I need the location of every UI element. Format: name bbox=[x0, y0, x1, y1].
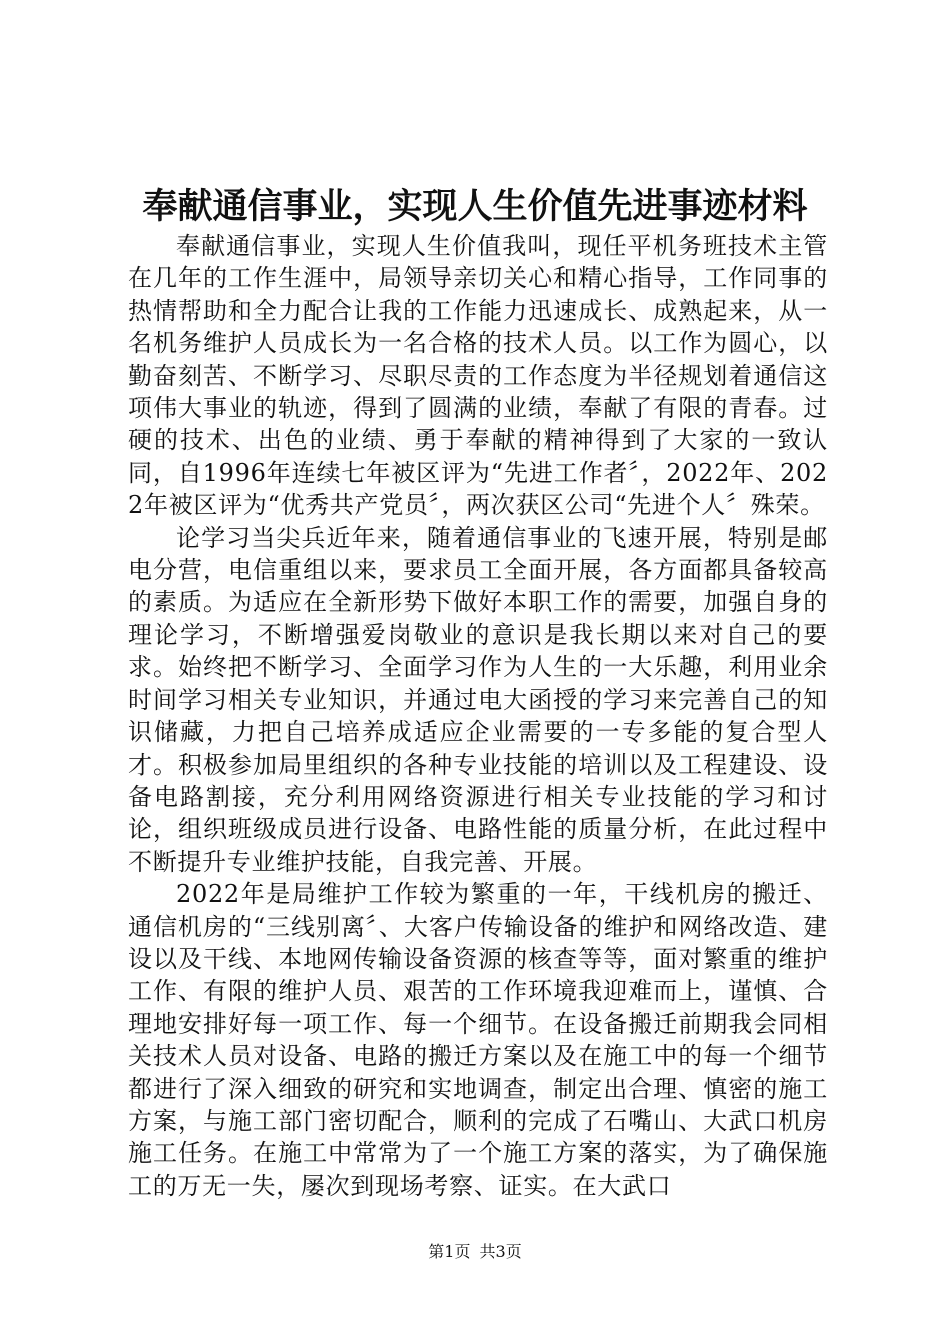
document-title: 奉献通信事业，实现人生价值先进事迹材料 bbox=[142, 186, 808, 227]
page-footer bbox=[0, 1240, 950, 1264]
paragraph-1: 奉献通信事业，实现人生价值我叫，现任平机务班技术主管在几年的工作生涯中，局领导亲切关心和精心指导，工作同事的热情帮助和全力配合让我的工作能力迅速成长、成熟起来，从一名机务维护人员成长为一名合格的技术人员。以工作为圆心，以勤奋刻苦、不断学习、尽职尽责的工作态度为半径规划着通信这项伟大事业的轨迹，得到了圆满的业绩，奉献了有限的青春。过硬的技术、出色的业绩、勇于奉献的精神得到了大家的一致认同，自1996年连续七年被区评为“先进工作者〞，2022年、2022年被区评为“优秀共产党员〞，两次获区公司“先进个人〞殊荣。 bbox=[128, 232, 828, 520]
page-total: 共3页 bbox=[479, 1242, 522, 1261]
paragraph-2: 论学习当尖兵近年来，随着通信事业的飞速开展，特别是邮电分营，电信重组以来，要求员工全面开展，各方面都具备较高的素质。为适应在全新形势下做好本职工作的需要，加强自身的理论学习，不断增强爱岗敬业的意识是我长期以来对自己的要求。始终把不断学习、全面学习作为人生的一大乐趣，利用业余时间学习相关专业知识，并通过电大函授的学习来完善自己的知识储藏，力把自己培养成适应企业需要的一专多能的复合型人才。积极参加局里组织的各种专业技能的培训以及工程建设、设备电路割接，充分利用网络资源进行相关专业技能的学习和讨论，组织班级成员进行设备、电路性能的质量分析，在此过程中不断提升专业维护技能，自我完善、开展。 bbox=[128, 523, 828, 876]
page-number: 第1页 bbox=[428, 1242, 471, 1261]
document-body bbox=[128, 230, 828, 1202]
paragraph-3: 2022年是局维护工作较为繁重的一年，干线机房的搬迁、通信机房的“三线别离〞、大客户传输设备的维护和网络改造、建设以及干线、本地网传输设备资源的核查等等，面对繁重的维护工作、有限的维护人员、艰苦的工作环境我迎难而上，谨慎、合理地安排好每一项工作、每一个细节。在设备搬迁前期我会同相关技术人员对设备、电路的搬迁方案以及在施工中的每一个细节都进行了深入细致的研究和实地调查，制定出合理、慎密的施工方案，与施工部门密切配合，顺利的完成了石嘴山、大武口机房施工任务。在施工中常常为了一个施工方案的落实，为了确保施工的万无一失，屡次到现场考察、证实。在大武口 bbox=[128, 880, 828, 1200]
